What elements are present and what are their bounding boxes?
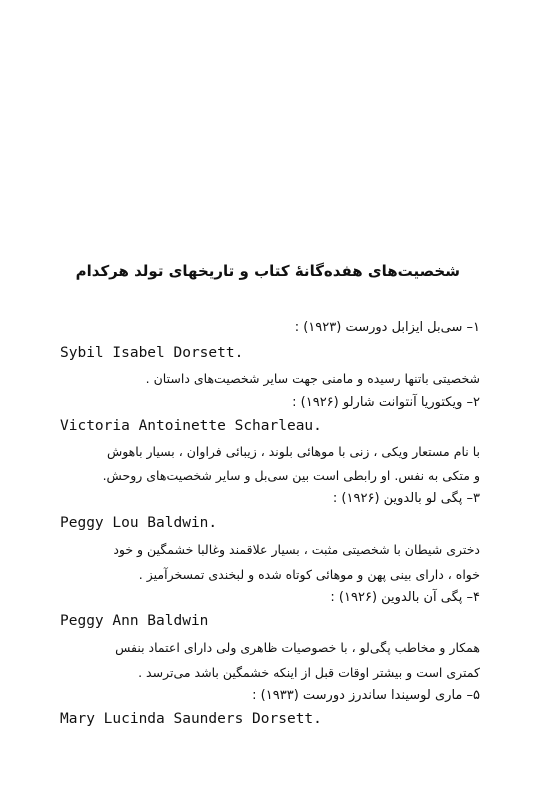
entry-latin-name: Victoria Antoinette Scharleau. [60,418,322,434]
entry-heading: ۳– پگی لو بالدوین (۱۹۲۶) : [332,491,480,506]
entry-heading: ۵– ماری لوسیندا ساندرز دورست (۱۹۳۳) : [252,688,480,703]
entry-description-line: و متکی به نفس. او رابطی است بین سی‌بل و سایر شخصیت‌های روحش. [102,468,480,483]
entry-description-line: دختری شیطان با شخصیتی مثبت ، بسیار علاقمند وغالبا خشمگین و خود [113,542,480,557]
entry-description-line: خواه ، دارای بینی پهن و موهائی کوتاه شده و لبخندی تمسخرآمیز . [138,567,480,582]
entry-latin-name: Peggy Ann Baldwin [60,613,209,629]
entry-heading: ۱– سی‌بل ایزابل دورست (۱۹۲۳) : [294,320,480,335]
entry-description-line: با نام مستعار ویکی ، زنی با موهائی بلوند ، زیبائی فراوان ، بسیار باهوش [106,444,480,459]
entry-description-line: کمتری است و بیشتر اوقات قبل از اینکه خشمگین باشد می‌ترسد . [138,665,480,680]
entry-latin-name: Peggy Lou Baldwin. [60,515,218,531]
page-title: شخصیت‌های هفده‌گانهٔ کتاب و تاریخهای تولد هرکدام [75,262,460,280]
entry-heading: ۲– ویکتوریا آنتوانت شارلو (۱۹۲۶) : [292,395,480,410]
entry-description-line: شخصیتی باتنها رسیده و مامنی جهت سایر شخصیت‌های داستان . [145,371,480,386]
entry-latin-name: Sybil Isabel Dorsett. [60,345,244,361]
entry-heading: ۴– پگی آن بالدوین (۱۹۲۶) : [330,590,480,605]
entry-description-line: همکار و مخاطب پگی‌لو ، با خصوصیات ظاهری ولی دارای اعتماد بنفس [115,640,480,655]
entry-latin-name: Mary Lucinda Saunders Dorsett. [60,711,322,727]
